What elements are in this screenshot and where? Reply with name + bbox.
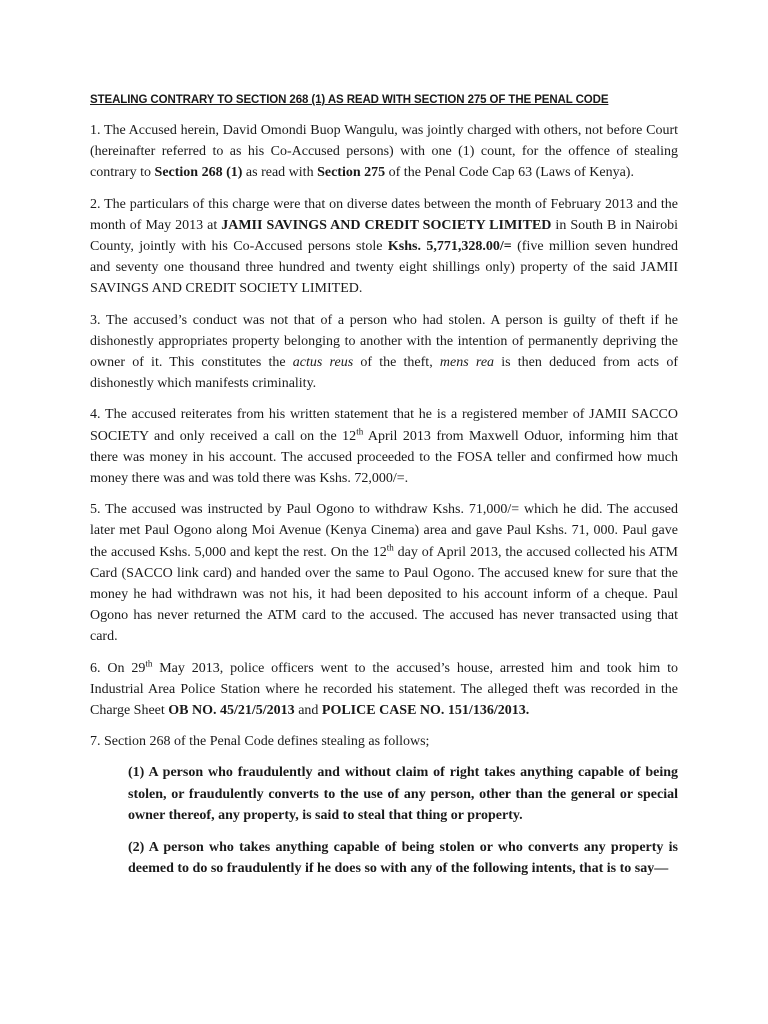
p1-text-c: as read with [242, 165, 318, 181]
paragraph-5 [90, 499, 678, 647]
quote-subsection-2: (2) A person who takes anything capable of being stolen or who converts any property is deemed to do so fraudulently if he does so with any of the following intents, that is to say— [128, 839, 678, 877]
paragraph-3 [90, 310, 678, 395]
p1-section-268: Section 268 (1) [154, 165, 243, 181]
p4-ordinal-suffix: th [356, 425, 364, 436]
paragraph-1 [90, 120, 678, 184]
paragraph-2 [90, 194, 678, 300]
quote-subsection-1: (1) A person who fraudulently and without claim of right takes anything capable of being stolen, or fraudulently converts to the use of any person, other than the general or special owner thereof, any property, is said to steal that thing or property. [128, 765, 678, 824]
paragraph-6 [90, 658, 678, 722]
p1-text-a: 1. The Accused herein, David Omondi Buop Wangulu, was jointly charged with others, not before Court (hereinafter referred to as his Co-Accused persons) with one (1) count, for the offence of stealing contrary to [90, 123, 678, 181]
p3-mens-rea: mens rea [439, 355, 495, 371]
p3-text-c: of the theft, [353, 355, 440, 371]
p3-text-d: is then deduced from acts of dishonestly which manifests criminality. [90, 355, 678, 392]
p6-text-a: 6. On 29 [90, 660, 146, 676]
p6-text-b: May 2013, police officers went to the accused’s house, arrested him and took him to Industrial Area Police Station where he recorded his statement. The alleged theft was recorded in the Charge Sheet [90, 660, 678, 719]
p6-ob-number: OB NO. 45/21/5/2013 [168, 703, 295, 719]
p5-ordinal-suffix: th [386, 542, 394, 552]
p4-text-a: 4. The accused reiterates from his written statement that he is a registered member of JAMII SACCO SOCIETY and only received a call on the 12 [90, 407, 678, 444]
p2-text-c: in South B in Nairobi County, jointly with his Co-Accused persons stole [90, 217, 679, 255]
paragraph-7: 7. Section 268 of the Penal Code defines stealing as follows; [90, 734, 430, 750]
p5-text-a: 5. The accused was instructed by Paul Ogono to withdraw Kshs. 71,000/= which he did. The accused later met Paul Ogono along Moi Avenue (Kenya Cinema) area and gave Paul Kshs. 71, 000. Paul gave the accused Kshs. 5,000 and kept the rest. On the 12 [90, 502, 678, 560]
p1-section-275: Section 275 [317, 165, 386, 181]
p3-actus-reus: actus reus [292, 355, 354, 371]
p1-text-d: of the Penal Code Cap 63 (Laws of Kenya). [385, 165, 634, 181]
p4-text-b: April 2013 from Maxwell Oduor, informing him that there was money in his account. The accused proceeded to the FOSA teller and confirmed how much money there was and was told there was Kshs. 72,000/=. [90, 428, 678, 487]
p2-text-d: (five million seven hundred and seventy one thousand three hundred and twenty eight shillings only) property of the said JAMII SAVINGS AND CREDIT SOCIETY LIMITED. [90, 239, 678, 297]
p2-text-a: 2. The particulars of this charge were that on diverse dates between the month of February 2013 and the month of May 2013 at [90, 196, 678, 233]
section-heading: STEALING CONTRARY TO SECTION 268 (1) AS READ WITH SECTION 275 OF THE PENAL CODE [90, 94, 609, 106]
p5-text-b: day of April 2013, the accused collected his ATM Card (SACCO link card) and handed over the same to Paul Ogono. The accused knew for sure that the money he had withdrawn was not his, it had been deposited to his account inform of a cheque. Paul Ogono has never returned the ATM card to the accused. The accused has never transacted using that card. [90, 544, 678, 645]
p6-text-c: and [294, 703, 322, 719]
p2-amount: Kshs. 5,771,328.00/= [387, 239, 512, 255]
paragraph-4 [90, 404, 678, 489]
p6-ordinal-suffix: th [145, 658, 153, 669]
p2-society-name: JAMII SAVINGS AND CREDIT SOCIETY LIMITED [221, 217, 552, 233]
p3-text-a: 3. The accused’s conduct was not that of a person who had stolen. A person is guilty of theft if he dishonestly appropriates property belonging to another with the intention of permanently depriving the owner of it. This constitutes the [90, 312, 678, 371]
p6-police-case-number: POLICE CASE NO. 151/136/2013. [321, 703, 530, 719]
